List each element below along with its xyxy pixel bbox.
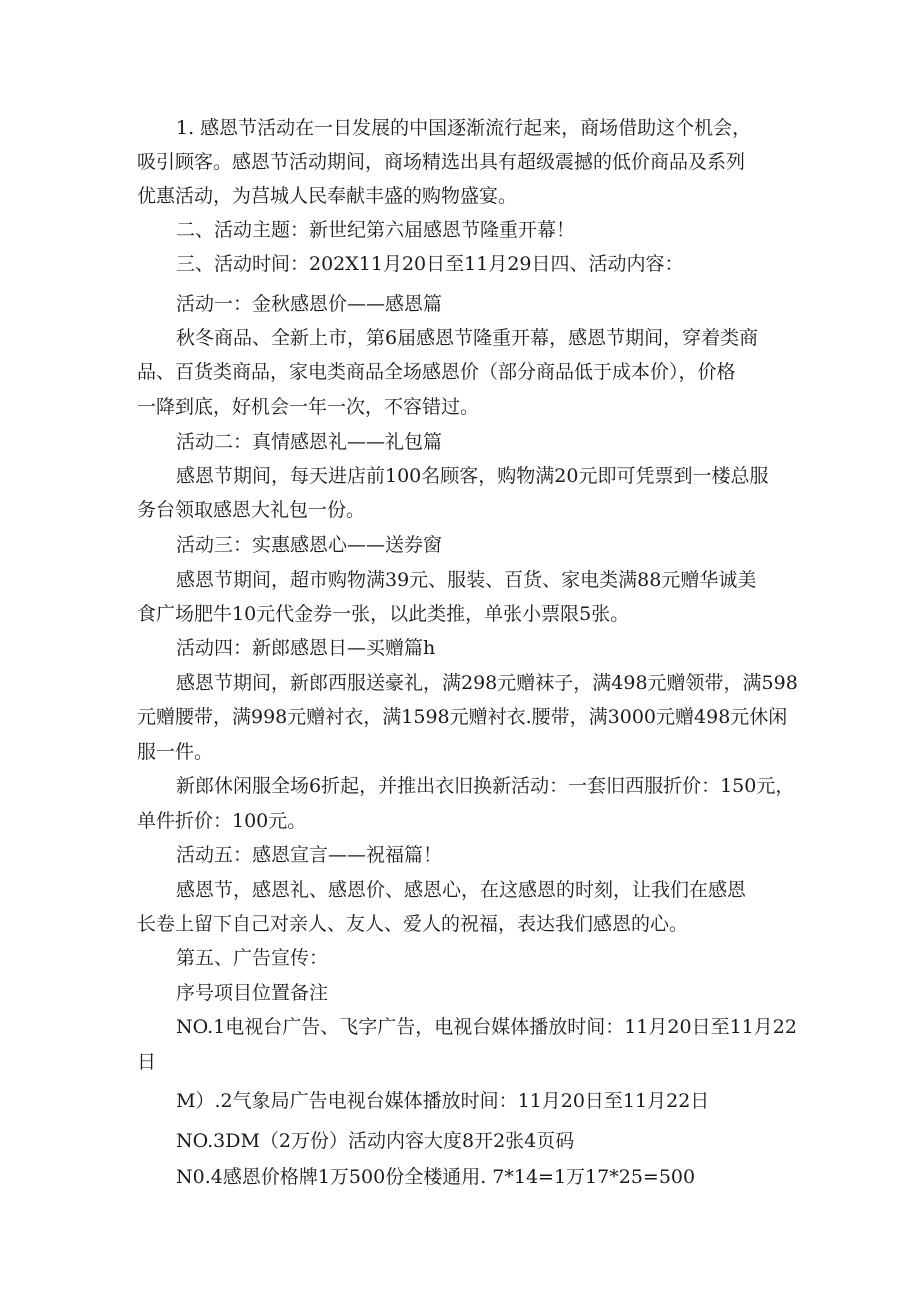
paragraph-line: 感恩节期间，超市购物满39元、服装、百货、家电类满88元赠华诚美 [176,569,757,591]
paragraph-line: 新郎休闲服全场6折起，并推出衣旧换新活动：一套旧西服折价：150元， [176,775,795,797]
paragraph-line: 吸引顾客。感恩节活动期间，商场精选出具有超级震撼的低价商品及系列 [137,151,746,173]
paragraph-line: 品、百货类商品，家电类商品全场感恩价（部分商品低于成本价），价格 [137,361,736,383]
paragraph-line: 感恩节期间，新郎西服送豪礼，满298元赠袜子，满498元赠领带，满598 [176,672,798,694]
activity-heading: 活动三：实惠感恩心——送券窗 [176,534,443,556]
activity-heading: 活动二：真情感恩礼——礼包篇 [176,431,443,453]
section-heading: 二、活动主题：新世纪第六届感恩节隆重开幕！ [176,219,576,241]
section-heading: 第五、广告宣传： [176,947,329,969]
activity-heading: 活动五：感恩宣言——祝福篇！ [176,844,443,866]
table-row: NO.3DM（2万份）活动内容大度8开2张4页码 [176,1130,575,1152]
paragraph-line: 食广场肥牛10元代金券一张，以此类推，单张小票限5张。 [137,603,630,625]
table-row: 日 [137,1051,157,1073]
table-row: N0.4感恩价格牌1万500份全楼通用. 7*14=1万17*25=500 [176,1166,696,1188]
paragraph-line: 一降到底，好机会一年一次，不容错过。 [137,396,480,418]
table-row: M）.2气象局广告电视台媒体播放时间：11月20日至11月22日 [176,1090,710,1112]
paragraph-line: 服一件。 [137,741,214,763]
paragraph-line: 感恩节期间，每天进店前100名顾客，购物满20元即可凭票到一楼总服 [176,465,769,487]
paragraph-line: 务台领取感恩大礼包一份。 [137,499,366,521]
paragraph-line: 感恩节，感恩礼、感恩价、感恩心，在这感恩的时刻，让我们在感恩 [176,879,747,901]
paragraph-line: 长卷上留下自己对亲人、友人、爱人的祝福，表达我们感恩的心。 [137,913,689,935]
paragraph-line: 秋冬商品、全新上市，第6届感恩节隆重开幕，感恩节期间，穿着类商 [176,327,759,349]
table-header: 序号项目位置备注 [176,982,329,1004]
paragraph-line: 单件折价：100元。 [137,810,307,832]
paragraph-line: 元赠腰带，满998元赠衬衣，满1598元赠衬衣.腰带，满3000元赠498元休闲 [137,706,788,728]
paragraph-line: 优惠活动，为莒城人民奉献丰盛的购物盛宴。 [137,185,518,207]
paragraph-line: 1. 感恩节活动在一日发展的中国逐渐流行起来，商场借助这个机会， [176,117,752,139]
table-row: NO.1电视台广告、飞字广告，电视台媒体播放时间：11月20日至11月22 [176,1016,797,1038]
activity-heading: 活动四：新郎感恩日—买赠篇h [176,637,436,659]
activity-heading: 活动一：金秋感恩价——感恩篇 [176,293,443,315]
section-heading: 三、活动时间：202X11月20日至11月29日四、活动内容： [176,253,684,275]
